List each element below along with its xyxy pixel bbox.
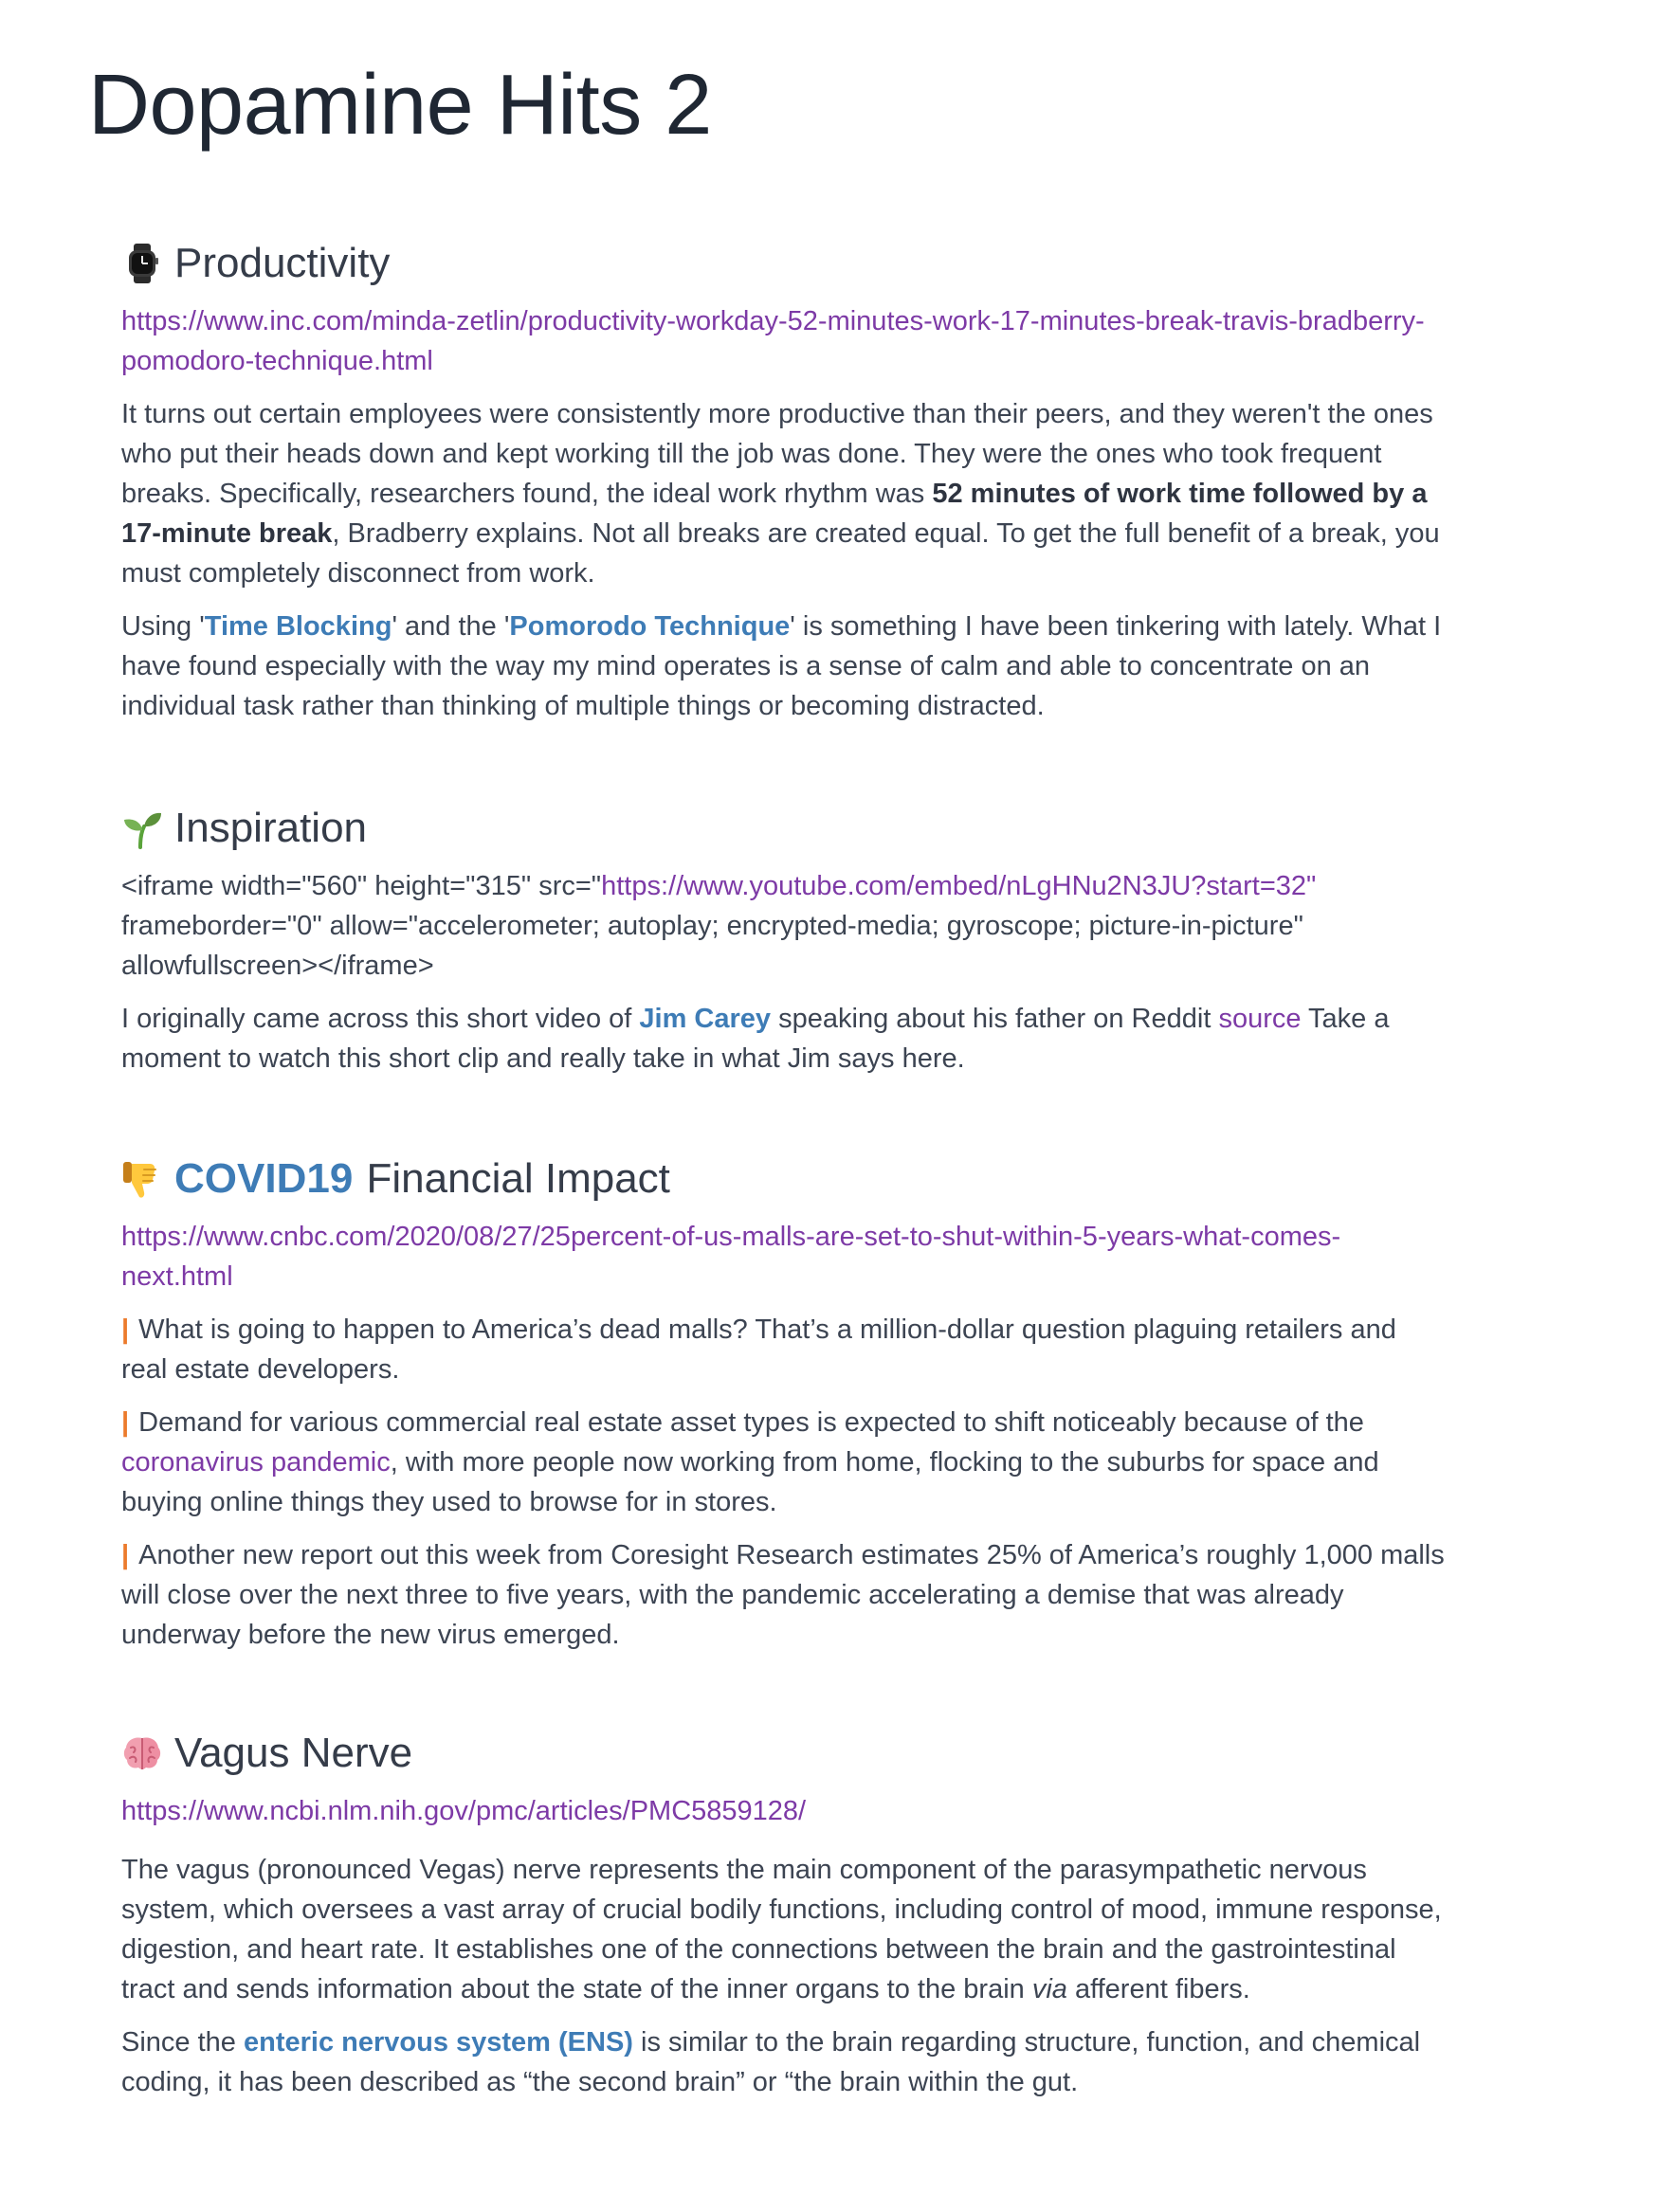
section-productivity <box>121 235 1448 726</box>
paragraph: I originally came across this short video of Jim Carey speaking about his father on Reddit source Take a moment to watch this short clip and really take in what Jim says here. <box>121 1004 1390 1074</box>
watch-icon <box>121 243 163 284</box>
section-heading: Inspiration <box>121 800 1448 857</box>
page-title: Dopamine Hits 2 <box>88 58 712 153</box>
pomodoro-link[interactable]: Pomorodo Technique <box>509 611 791 642</box>
paragraph: The vagus (pronounced Vegas) nerve represents the main component of the parasympathetic nervous system, which oversees a vast array of crucial bodily functions, including control of mood, immune response, digestion, and heart rate. It establishes one of the connections between the brain and the gastrointestinal tract and sends information about the state of the inner organs to the brain via afferent fibers. <box>121 1855 1442 2004</box>
section-heading: Vagus Nerve <box>121 1725 1448 1782</box>
quote: | Another new report out this week from Coresight Research estimates 25% of America’s roughly 1,000 malls will close over the next three to five years, with the pandemic accelerating a demise that was already underway before the new virus emerged. <box>121 1540 1445 1650</box>
time-blocking-link[interactable]: Time Blocking <box>204 611 392 642</box>
thumbs-down-icon <box>121 1158 163 1200</box>
enteric-nervous-system-link[interactable]: enteric nervous system (ENS) <box>243 2027 633 2058</box>
coronavirus-pandemic-link[interactable]: coronavirus pandemic <box>121 1447 391 1478</box>
brain-icon <box>121 1732 163 1774</box>
youtube-embed-link[interactable]: https://www.youtube.com/embed/nLgHNu2N3JU?start=32" <box>601 871 1317 901</box>
reddit-source-link[interactable]: source <box>1218 1004 1302 1034</box>
quote: | What is going to happen to America’s dead malls? That’s a million-dollar question plaguing retailers and real estate developers. <box>121 1315 1396 1385</box>
paragraph: Using 'Time Blocking' and the 'Pomorodo Technique' is something I have been tinkering with lately. What I have found especially with the way my mind operates is a sense of calm and able to concentrate on an individual task rather than thinking of multiple things or becoming distracted. <box>121 611 1442 721</box>
section-inspiration <box>121 800 1448 1079</box>
quote: | Demand for various commercial real estate asset types is expected to shift noticeably because of the coronavirus pandemic, with more people now working from home, flocking to the suburbs for space and buying online things they used to browse for in stores. <box>121 1407 1379 1517</box>
seedling-icon <box>121 807 163 849</box>
section-vagus-nerve <box>121 1725 1448 2102</box>
jim-carey-link[interactable]: Jim Carey <box>639 1004 772 1034</box>
source-link[interactable]: https://www.ncbi.nlm.nih.gov/pmc/articles/PMC5859128/ <box>121 1796 807 1826</box>
iframe-snippet: <iframe width="560" height="315" src="https://www.youtube.com/embed/nLgHNu2N3JU?start=32" frameborder="0" allow="accelerometer; autoplay; encrypted-media; gyroscope; picture-in-picture" allowfullscreen></iframe> <box>121 871 1317 981</box>
paragraph: Since the enteric nervous system (ENS) is similar to the brain regarding structure, function, and chemical coding, it has been described as “the second brain” or “the brain within the gut. <box>121 2027 1421 2097</box>
section-heading: COVID19 Financial Impact <box>121 1151 1448 1207</box>
section-heading: Productivity <box>121 235 1448 292</box>
covid19-link[interactable]: COVID19 <box>174 1155 354 1202</box>
section-covid19 <box>121 1151 1448 1655</box>
source-link[interactable]: https://www.inc.com/minda-zetlin/productivity-workday-52-minutes-work-17-minutes-break-travis-bradberry-pomodoro-technique.html <box>121 306 1425 376</box>
paragraph: It turns out certain employees were consistently more productive than their peers, and they weren't the ones who put their heads down and kept working till the job was done. They were the ones who took frequent breaks. Specifically, researchers found, the ideal work rhythm was 52 minutes of work time followed by a 17-minute break, Bradberry explains. Not all breaks are created equal. To get the full benefit of a break, you must completely disconnect from work. <box>121 399 1440 589</box>
source-link[interactable]: https://www.cnbc.com/2020/08/27/25percent-of-us-malls-are-set-to-shut-within-5-years-what-comes-next.html <box>121 1222 1341 1292</box>
